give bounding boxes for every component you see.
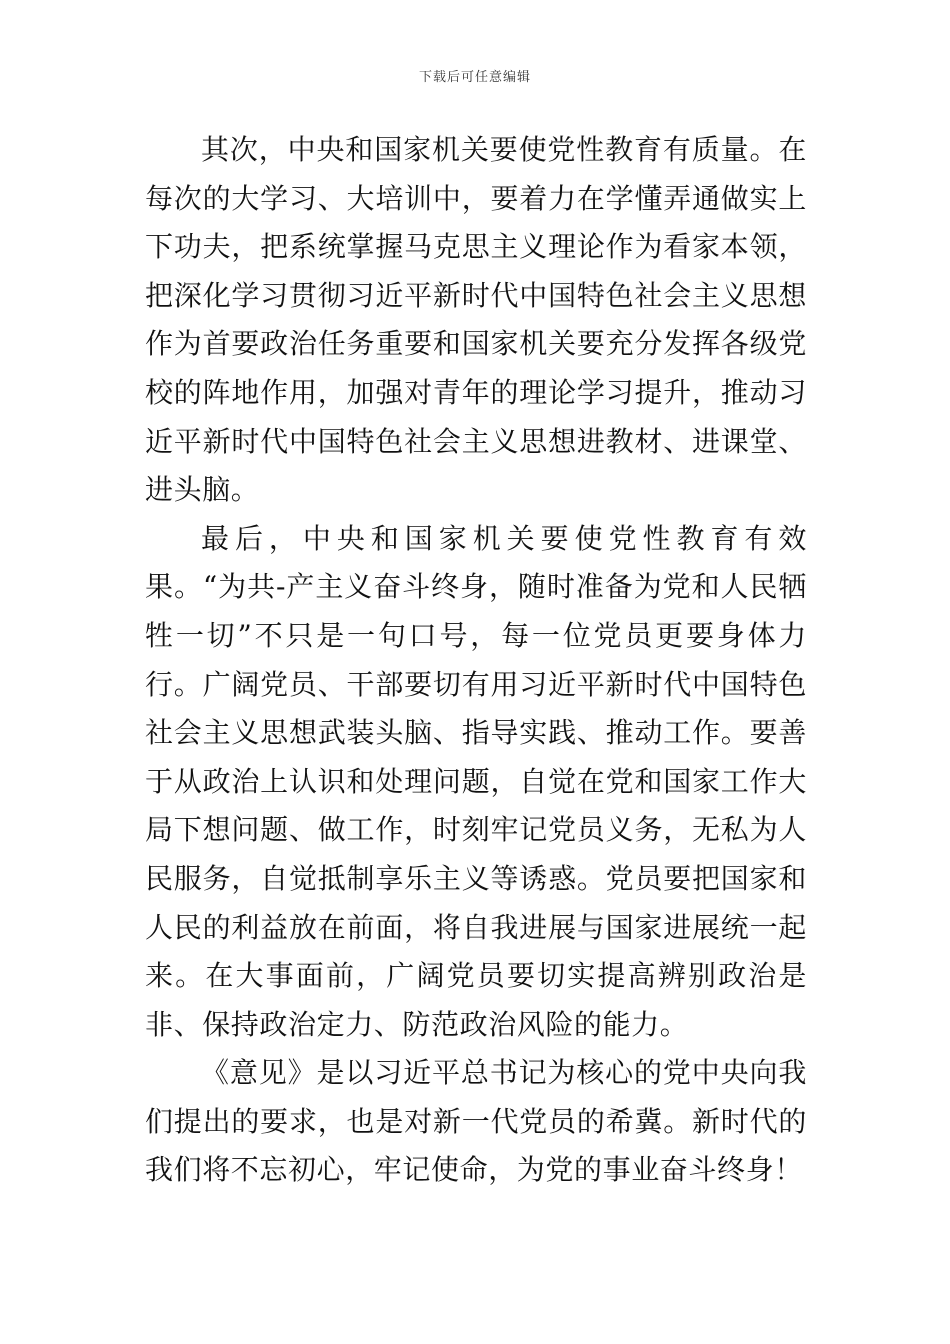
paragraph-conclusion: 《意见》是以习近平总书记为核心的党中央向我们提出的要求，也是对新一代党员的希冀。新时代的我们将不忘初心，牢记使命，为党的事业奋斗终身！ xyxy=(145,1056,807,1187)
document-body xyxy=(145,126,807,1195)
paragraph-quality: 其次，中央和国家机关要使党性教育有质量。在每次的大学习、大培训中，要着力在学懂弄通做实上下功夫，把系统掌握马克思主义理论作为看家本领，把深化学习贯彻习近平新时代中国特色社会主义思想作为首要政治任务重要和国家机关要充分发挥各级党校的阵地作用，加强对青年的理论学习提升，推动习近平新时代中国特色社会主义思想进教材、进课堂、进头脑。 xyxy=(145,133,807,507)
paragraph-effect: 最后，中央和国家机关要使党性教育有效果。“为共-产主义奋斗终身，随时准备为党和人民牺牲一切”不只是一句口号，每一位党员更要身体力行。广阔党员、干部要切有用习近平新时代中国特色社会主义思想武装头脑、指导实践、推动工作。要善于从政治上认识和处理问题，自觉在党和国家工作大局下想问题、做工作，时刻牢记党员义务，无私为人民服务，自觉抵制享乐主义等诱惑。党员要把国家和人民的利益放在前面，将自我进展与国家进展统一起来。在大事面前，广阔党员要切实提高辨别政治是非、保持政治定力、防范政治风险的能力。 xyxy=(145,521,807,1041)
download-note: 下载后可任意编辑 xyxy=(418,70,531,85)
